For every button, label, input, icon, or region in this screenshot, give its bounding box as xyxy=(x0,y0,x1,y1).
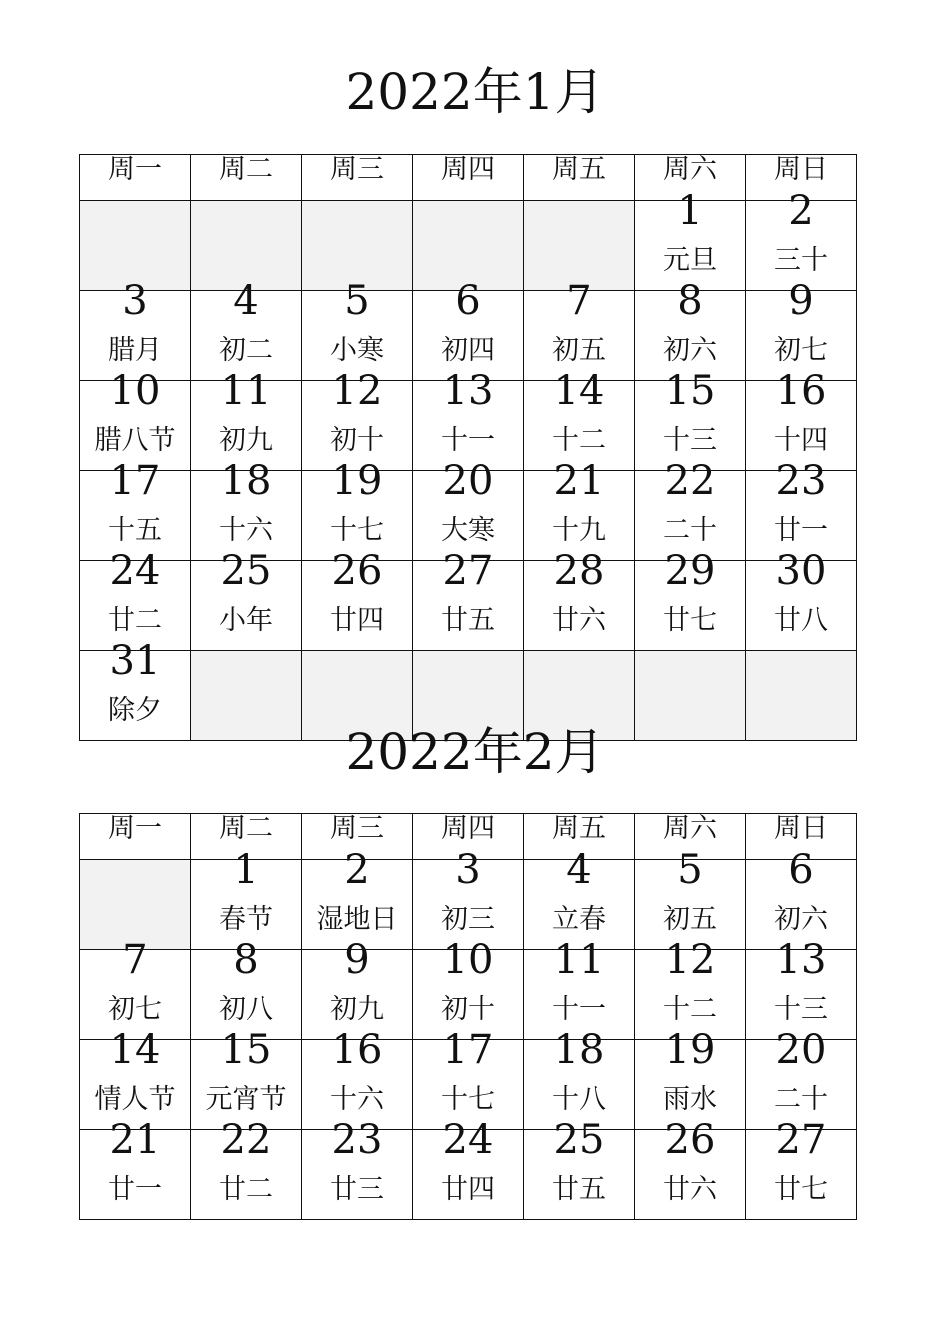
lunar-label: 初九 xyxy=(330,994,384,1025)
lunar-label: 廿六 xyxy=(663,1174,717,1205)
calendar-grid xyxy=(79,154,857,741)
day-number: 21 xyxy=(553,458,605,504)
day-cell xyxy=(191,548,302,651)
empty-day-cell xyxy=(80,201,191,291)
day-cell xyxy=(302,368,413,471)
week-row xyxy=(80,860,857,950)
lunar-label: 大寒 xyxy=(441,515,495,546)
day-number: 24 xyxy=(109,548,161,594)
day-number: 8 xyxy=(233,937,259,983)
day-number: 3 xyxy=(455,847,481,893)
day-cell xyxy=(524,278,635,381)
empty-day-cell xyxy=(191,201,302,291)
weekday-label: 周四 xyxy=(413,155,524,201)
day-number: 1 xyxy=(233,847,259,893)
day-cell xyxy=(413,278,524,381)
lunar-label: 初六 xyxy=(663,335,717,366)
day-cell xyxy=(524,1027,635,1130)
day-cell xyxy=(746,188,857,291)
day-cell xyxy=(746,548,857,651)
lunar-label: 二十 xyxy=(663,515,717,546)
day-number: 1 xyxy=(677,188,703,234)
lunar-label: 廿八 xyxy=(774,605,828,636)
day-cell xyxy=(413,548,524,651)
lunar-label: 十六 xyxy=(219,515,273,546)
day-cell xyxy=(635,937,746,1040)
day-number: 22 xyxy=(664,458,716,504)
day-number: 3 xyxy=(122,278,148,324)
day-number: 10 xyxy=(109,368,161,414)
day-cell xyxy=(524,937,635,1040)
lunar-label: 元旦 xyxy=(663,245,717,276)
lunar-label: 十九 xyxy=(552,515,606,546)
day-cell xyxy=(191,1027,302,1130)
day-cell xyxy=(191,278,302,381)
day-number: 5 xyxy=(344,278,370,324)
weekday-label: 周三 xyxy=(302,155,413,201)
lunar-label: 廿六 xyxy=(552,605,606,636)
day-cell xyxy=(191,937,302,1040)
day-number: 2 xyxy=(344,847,370,893)
day-number: 26 xyxy=(664,1117,716,1163)
empty-day-cell xyxy=(524,201,635,291)
weekday-label: 周二 xyxy=(191,814,302,860)
day-cell xyxy=(80,368,191,471)
lunar-label: 十三 xyxy=(663,425,717,456)
day-cell xyxy=(413,937,524,1040)
lunar-label: 廿一 xyxy=(108,1174,162,1205)
day-number: 24 xyxy=(442,1117,494,1163)
lunar-label: 十七 xyxy=(441,1084,495,1115)
day-number: 25 xyxy=(220,548,272,594)
weekday-label: 周日 xyxy=(746,155,857,201)
day-cell xyxy=(746,368,857,471)
day-cell xyxy=(524,1117,635,1220)
lunar-label: 初二 xyxy=(219,335,273,366)
day-number: 4 xyxy=(566,847,592,893)
day-cell xyxy=(635,847,746,950)
day-cell xyxy=(746,458,857,561)
day-cell xyxy=(80,1117,191,1220)
day-cell xyxy=(635,1027,746,1130)
day-cell xyxy=(302,458,413,561)
day-number: 22 xyxy=(220,1117,272,1163)
lunar-label: 三十 xyxy=(774,245,828,276)
day-cell xyxy=(524,458,635,561)
lunar-label: 廿四 xyxy=(330,605,384,636)
day-number: 11 xyxy=(553,937,605,983)
day-cell xyxy=(80,1027,191,1130)
day-number: 21 xyxy=(109,1117,161,1163)
weekday-label: 周一 xyxy=(80,814,191,860)
day-number: 7 xyxy=(566,278,592,324)
month-title: 2022年2月 xyxy=(345,723,605,781)
day-cell xyxy=(413,847,524,950)
day-cell xyxy=(635,458,746,561)
day-cell xyxy=(635,1117,746,1220)
calendar-grid xyxy=(79,813,857,1220)
lunar-label: 廿二 xyxy=(108,605,162,636)
lunar-label: 十六 xyxy=(330,1084,384,1115)
day-number: 20 xyxy=(775,1027,827,1073)
lunar-label: 廿五 xyxy=(552,1174,606,1205)
lunar-label: 十三 xyxy=(774,994,828,1025)
week-row xyxy=(80,201,857,291)
lunar-label: 腊月 xyxy=(108,335,162,366)
day-number: 2 xyxy=(788,188,814,234)
week-row xyxy=(80,471,857,561)
day-number: 4 xyxy=(233,278,259,324)
weekday-label: 周六 xyxy=(635,814,746,860)
day-cell xyxy=(413,1117,524,1220)
day-cell xyxy=(413,1027,524,1130)
lunar-label: 廿二 xyxy=(219,1174,273,1205)
day-cell xyxy=(635,188,746,291)
lunar-label: 初七 xyxy=(774,335,828,366)
lunar-label: 腊八节 xyxy=(94,425,176,456)
day-cell xyxy=(746,1117,857,1220)
lunar-label: 十五 xyxy=(108,515,162,546)
lunar-label: 初八 xyxy=(219,994,273,1025)
lunar-label: 廿七 xyxy=(774,1174,828,1205)
lunar-label: 廿四 xyxy=(441,1174,495,1205)
day-cell xyxy=(80,548,191,651)
day-cell xyxy=(635,368,746,471)
day-number: 17 xyxy=(442,1027,494,1073)
day-cell xyxy=(80,278,191,381)
day-number: 30 xyxy=(775,548,827,594)
weekday-label: 周五 xyxy=(524,814,635,860)
day-number: 29 xyxy=(664,548,716,594)
lunar-label: 小年 xyxy=(219,605,273,636)
day-number: 27 xyxy=(775,1117,827,1163)
weekday-label: 周四 xyxy=(413,814,524,860)
lunar-label: 廿七 xyxy=(663,605,717,636)
day-cell xyxy=(413,368,524,471)
empty-day-cell xyxy=(80,860,191,950)
day-cell xyxy=(80,937,191,1040)
day-number: 12 xyxy=(664,937,716,983)
lunar-label: 春节 xyxy=(219,904,273,935)
day-number: 19 xyxy=(664,1027,716,1073)
day-cell xyxy=(524,847,635,950)
week-row xyxy=(80,381,857,471)
day-number: 9 xyxy=(788,278,814,324)
day-number: 8 xyxy=(677,278,703,324)
lunar-label: 立春 xyxy=(552,904,606,935)
day-cell xyxy=(746,847,857,950)
day-number: 31 xyxy=(109,638,161,684)
day-number: 10 xyxy=(442,937,494,983)
lunar-label: 廿一 xyxy=(774,515,828,546)
lunar-label: 除夕 xyxy=(108,695,162,726)
day-cell xyxy=(191,1117,302,1220)
lunar-label: 十一 xyxy=(441,425,495,456)
day-number: 23 xyxy=(775,458,827,504)
day-cell xyxy=(302,1117,413,1220)
weekday-label: 周日 xyxy=(746,814,857,860)
lunar-label: 初四 xyxy=(441,335,495,366)
day-cell xyxy=(191,458,302,561)
day-number: 13 xyxy=(775,937,827,983)
weekday-label: 周一 xyxy=(80,155,191,201)
week-row xyxy=(80,950,857,1040)
day-number: 15 xyxy=(220,1027,272,1073)
lunar-label: 廿五 xyxy=(441,605,495,636)
lunar-label: 十二 xyxy=(663,994,717,1025)
day-number: 20 xyxy=(442,458,494,504)
lunar-label: 小寒 xyxy=(330,335,384,366)
lunar-label: 十二 xyxy=(552,425,606,456)
week-row xyxy=(80,1040,857,1130)
lunar-label: 初六 xyxy=(774,904,828,935)
week-row xyxy=(80,291,857,381)
weekday-label: 周六 xyxy=(635,155,746,201)
day-cell xyxy=(302,847,413,950)
lunar-label: 二十 xyxy=(774,1084,828,1115)
day-number: 7 xyxy=(122,937,148,983)
day-number: 27 xyxy=(442,548,494,594)
day-cell xyxy=(302,278,413,381)
empty-day-cell xyxy=(302,201,413,291)
lunar-label: 初七 xyxy=(108,994,162,1025)
lunar-label: 十八 xyxy=(552,1084,606,1115)
day-cell xyxy=(191,847,302,950)
weekday-label: 周二 xyxy=(191,155,302,201)
week-row xyxy=(80,1130,857,1220)
lunar-label: 元宵节 xyxy=(205,1084,287,1115)
weekday-label: 周三 xyxy=(302,814,413,860)
day-number: 6 xyxy=(455,278,481,324)
week-row xyxy=(80,561,857,651)
lunar-label: 初十 xyxy=(441,994,495,1025)
day-cell xyxy=(635,278,746,381)
day-number: 6 xyxy=(788,847,814,893)
lunar-label: 初三 xyxy=(441,904,495,935)
day-number: 18 xyxy=(220,458,272,504)
day-number: 26 xyxy=(331,548,383,594)
day-number: 12 xyxy=(331,368,383,414)
day-number: 19 xyxy=(331,458,383,504)
day-cell xyxy=(524,548,635,651)
lunar-label: 初五 xyxy=(552,335,606,366)
day-cell xyxy=(191,368,302,471)
day-number: 11 xyxy=(220,368,272,414)
lunar-label: 初十 xyxy=(330,425,384,456)
lunar-label: 十一 xyxy=(552,994,606,1025)
day-cell xyxy=(635,548,746,651)
lunar-label: 十七 xyxy=(330,515,384,546)
day-cell xyxy=(302,548,413,651)
day-number: 14 xyxy=(109,1027,161,1073)
day-number: 28 xyxy=(553,548,605,594)
lunar-label: 廿三 xyxy=(330,1174,384,1205)
day-number: 15 xyxy=(664,368,716,414)
lunar-label: 初九 xyxy=(219,425,273,456)
month-title: 2022年1月 xyxy=(345,63,605,121)
day-number: 17 xyxy=(109,458,161,504)
day-number: 16 xyxy=(775,368,827,414)
lunar-label: 初五 xyxy=(663,904,717,935)
day-number: 13 xyxy=(442,368,494,414)
day-cell xyxy=(302,1027,413,1130)
day-cell xyxy=(746,278,857,381)
lunar-label: 湿地日 xyxy=(316,904,398,935)
day-number: 18 xyxy=(553,1027,605,1073)
day-cell xyxy=(413,458,524,561)
day-number: 16 xyxy=(331,1027,383,1073)
day-number: 23 xyxy=(331,1117,383,1163)
lunar-label: 情人节 xyxy=(94,1084,176,1115)
lunar-label: 十四 xyxy=(774,425,828,456)
day-number: 25 xyxy=(553,1117,605,1163)
day-cell xyxy=(80,458,191,561)
day-number: 9 xyxy=(344,937,370,983)
day-cell xyxy=(524,368,635,471)
day-number: 5 xyxy=(677,847,703,893)
day-cell xyxy=(302,937,413,1040)
day-number: 14 xyxy=(553,368,605,414)
lunar-label: 雨水 xyxy=(663,1084,717,1115)
weekday-label: 周五 xyxy=(524,155,635,201)
empty-day-cell xyxy=(413,201,524,291)
day-cell xyxy=(746,937,857,1040)
day-cell xyxy=(746,1027,857,1130)
